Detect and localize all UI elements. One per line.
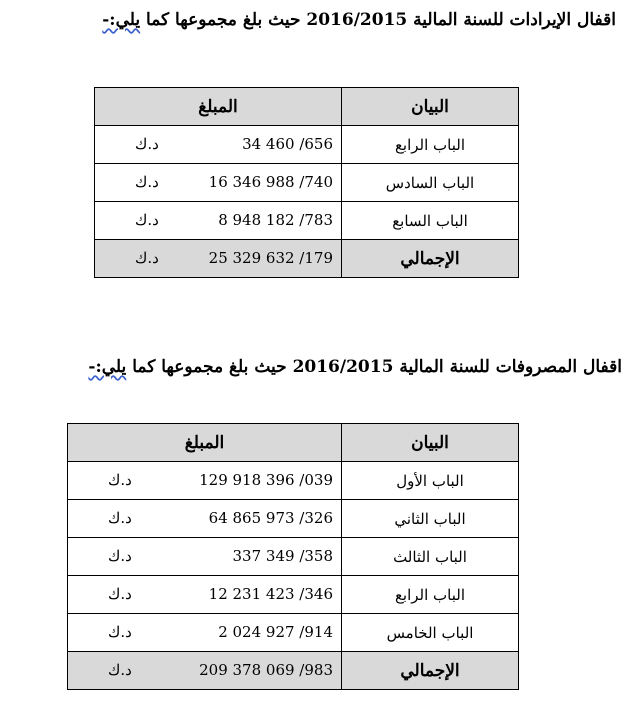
table-row — [68, 576, 519, 614]
revenue-heading-tail: يلي:- — [102, 10, 141, 30]
row-amount — [68, 538, 342, 576]
row-label: الباب الرابع — [342, 576, 519, 614]
currency-label: د.ك — [135, 211, 159, 229]
currency-label: د.ك — [108, 585, 132, 603]
table-row — [68, 500, 519, 538]
table-row — [68, 462, 519, 500]
currency-label: د.ك — [108, 661, 132, 679]
expenses-col-item: البيان — [342, 424, 519, 462]
table-row — [95, 202, 519, 240]
currency-label: د.ك — [108, 509, 132, 527]
row-amount — [68, 614, 342, 652]
revenue-heading-text: اقفال الإيرادات للسنة المالية 2016/2015 حيث بلغ مجموعها كما — [140, 10, 616, 30]
total-label: الإجمالي — [342, 240, 519, 278]
table-row — [68, 538, 519, 576]
amount-value: 16 346 988 /740 — [208, 173, 333, 191]
row-amount — [95, 202, 342, 240]
expenses-heading-text: اقفال المصروفات للسنة المالية 2016/2015 حيث بلغ مجموعها كما — [126, 357, 622, 377]
amount-value: 64 865 973 /326 — [208, 509, 333, 527]
amount-value: 8 948 182 /783 — [218, 211, 333, 229]
expenses-heading — [88, 357, 622, 377]
total-amount — [68, 652, 342, 690]
revenue-header-row — [95, 88, 519, 126]
row-label: الباب الخامس — [342, 614, 519, 652]
currency-label: د.ك — [108, 471, 132, 489]
currency-label: د.ك — [108, 623, 132, 641]
row-amount — [68, 500, 342, 538]
revenue-heading — [102, 10, 616, 30]
currency-label: د.ك — [108, 547, 132, 565]
revenue-table — [94, 87, 519, 278]
row-amount — [68, 462, 342, 500]
table-row — [95, 126, 519, 164]
table-row — [95, 164, 519, 202]
row-amount — [95, 164, 342, 202]
amount-value: 12 231 423 /346 — [208, 585, 333, 603]
amount-value: 337 349 /358 — [232, 547, 333, 565]
row-label: الباب الثالث — [342, 538, 519, 576]
currency-label: د.ك — [135, 249, 159, 267]
currency-label: د.ك — [135, 135, 159, 153]
amount-value: 34 460 /656 — [242, 135, 333, 153]
currency-label: د.ك — [135, 173, 159, 191]
row-label: الباب الرابع — [342, 126, 519, 164]
amount-value: 2 024 927 /914 — [218, 623, 333, 641]
row-label: الباب السابع — [342, 202, 519, 240]
row-label: الباب السادس — [342, 164, 519, 202]
total-label: الإجمالي — [342, 652, 519, 690]
amount-value: 25 329 632 /179 — [208, 249, 333, 267]
expenses-total-row — [68, 652, 519, 690]
total-amount — [95, 240, 342, 278]
row-label: الباب الثاني — [342, 500, 519, 538]
row-amount — [95, 126, 342, 164]
revenue-col-amount: المبلغ — [95, 88, 342, 126]
expenses-table — [67, 423, 519, 690]
table-row — [68, 614, 519, 652]
revenue-col-item: البيان — [342, 88, 519, 126]
revenue-total-row — [95, 240, 519, 278]
row-amount — [68, 576, 342, 614]
amount-value: 209 378 069 /983 — [199, 661, 333, 679]
row-label: الباب الأول — [342, 462, 519, 500]
expenses-header-row — [68, 424, 519, 462]
expenses-col-amount: المبلغ — [68, 424, 342, 462]
expenses-heading-tail: يلي:- — [88, 357, 127, 377]
amount-value: 129 918 396 /039 — [199, 471, 333, 489]
